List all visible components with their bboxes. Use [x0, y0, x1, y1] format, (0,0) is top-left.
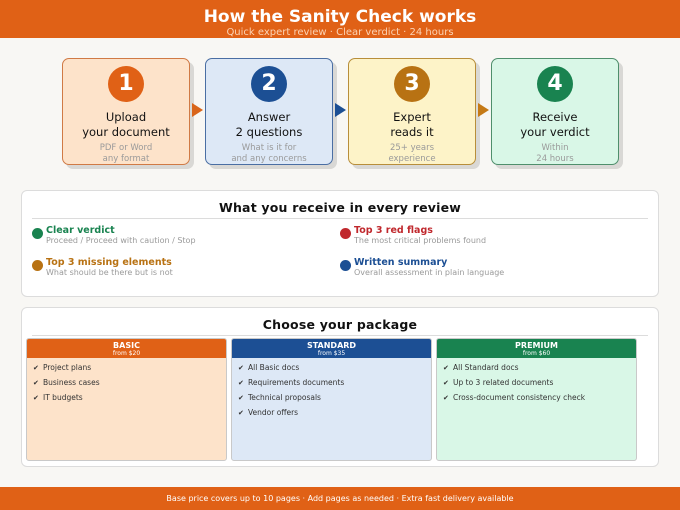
receive-item-missing [32, 257, 322, 278]
step-description: Within 24 hours [536, 143, 574, 164]
feature-list [27, 358, 226, 403]
receive-item-sub: What should be there but is not [46, 268, 173, 277]
feature-item: ✔ Requirements documents [238, 378, 345, 387]
receive-item-sub: Overall assessment in plain language [354, 268, 505, 277]
page-subtitle: Quick expert review · Clear verdict · 24 hours [226, 27, 454, 38]
arrow-right-icon [192, 103, 203, 117]
bullet-dot-icon [32, 228, 43, 239]
check-icon: ✔ [443, 364, 449, 372]
package-price: from $20 [112, 350, 141, 357]
header-banner [0, 0, 680, 38]
step-description: What is it for and any concerns [231, 143, 307, 164]
step-description: PDF or Word any format [99, 143, 153, 164]
step-description: 25+ years experience [388, 143, 436, 164]
receive-item-summary [340, 257, 630, 278]
receive-item-sub: Proceed / Proceed with caution / Stop [46, 236, 196, 245]
feature-item: ✔ Business cases [33, 378, 100, 387]
receive-item-sub: The most critical problems found [354, 236, 487, 245]
arrow-right-icon [478, 103, 489, 117]
receive-item-title: Top 3 missing elements [46, 257, 172, 268]
package-basic[interactable] [26, 338, 227, 461]
check-icon: ✔ [238, 409, 244, 417]
feature-item: ✔ IT budgets [33, 393, 83, 402]
bullet-dot-icon [340, 260, 351, 271]
package-header [27, 339, 226, 358]
receive-item-title: Top 3 red flags [354, 225, 433, 236]
feature-item: ✔ All Standard docs [443, 363, 519, 372]
check-icon: ✔ [33, 379, 39, 387]
package-price: from $60 [522, 350, 551, 357]
check-icon: ✔ [238, 379, 244, 387]
package-header [232, 339, 431, 358]
feature-list [437, 358, 636, 403]
receive-item-verdict [32, 225, 322, 246]
step-number-badge: 4 [537, 66, 573, 102]
bullet-dot-icon [32, 260, 43, 271]
feature-item: ✔ Up to 3 related documents [443, 378, 554, 387]
packages-title: Choose your package [262, 317, 418, 332]
package-premium[interactable] [436, 338, 637, 461]
step-label: Upload your document [82, 110, 170, 139]
feature-item: ✔ Technical proposals [238, 393, 321, 402]
check-icon: ✔ [238, 394, 244, 402]
arrow-right-icon [335, 103, 346, 117]
feature-item: ✔ Project plans [33, 363, 92, 372]
feature-list [232, 358, 431, 418]
step-label: Expert reads it [390, 110, 434, 139]
receive-item-red-flags [340, 225, 630, 246]
package-name: STANDARD [306, 341, 357, 350]
packages-card [21, 307, 659, 467]
divider [32, 335, 648, 336]
step-number-badge: 2 [251, 66, 287, 102]
package-name: PREMIUM [515, 341, 558, 350]
bullet-dot-icon [340, 228, 351, 239]
step-label: Receive your verdict [520, 110, 590, 139]
receive-card [21, 190, 659, 297]
receive-item-title: Clear verdict [46, 225, 115, 236]
feature-item: ✔ All Basic docs [238, 363, 300, 372]
step-number-badge: 1 [108, 66, 144, 102]
process-steps [0, 58, 680, 170]
feature-item: ✔ Cross-document consistency check [443, 393, 586, 402]
step-verdict [491, 58, 619, 165]
package-standard[interactable] [231, 338, 432, 461]
receive-title: What you receive in every review [218, 200, 462, 215]
step-expert [348, 58, 476, 165]
feature-item: ✔ Vendor offers [238, 408, 299, 417]
divider [32, 218, 648, 219]
package-price: from $35 [317, 350, 346, 357]
step-answer [205, 58, 333, 165]
package-name: BASIC [113, 341, 140, 350]
receive-item-title: Written summary [354, 257, 448, 268]
check-icon: ✔ [33, 364, 39, 372]
step-upload [62, 58, 190, 165]
check-icon: ✔ [33, 394, 39, 402]
step-label: Answer 2 questions [235, 110, 303, 139]
check-icon: ✔ [443, 379, 449, 387]
check-icon: ✔ [443, 394, 449, 402]
footer-banner: Base price covers up to 10 pages · Add pages as needed · Extra fast delivery available [0, 487, 680, 510]
page-title: How the Sanity Check works [203, 7, 477, 27]
check-icon: ✔ [238, 364, 244, 372]
step-number-badge: 3 [394, 66, 430, 102]
package-header [437, 339, 636, 358]
